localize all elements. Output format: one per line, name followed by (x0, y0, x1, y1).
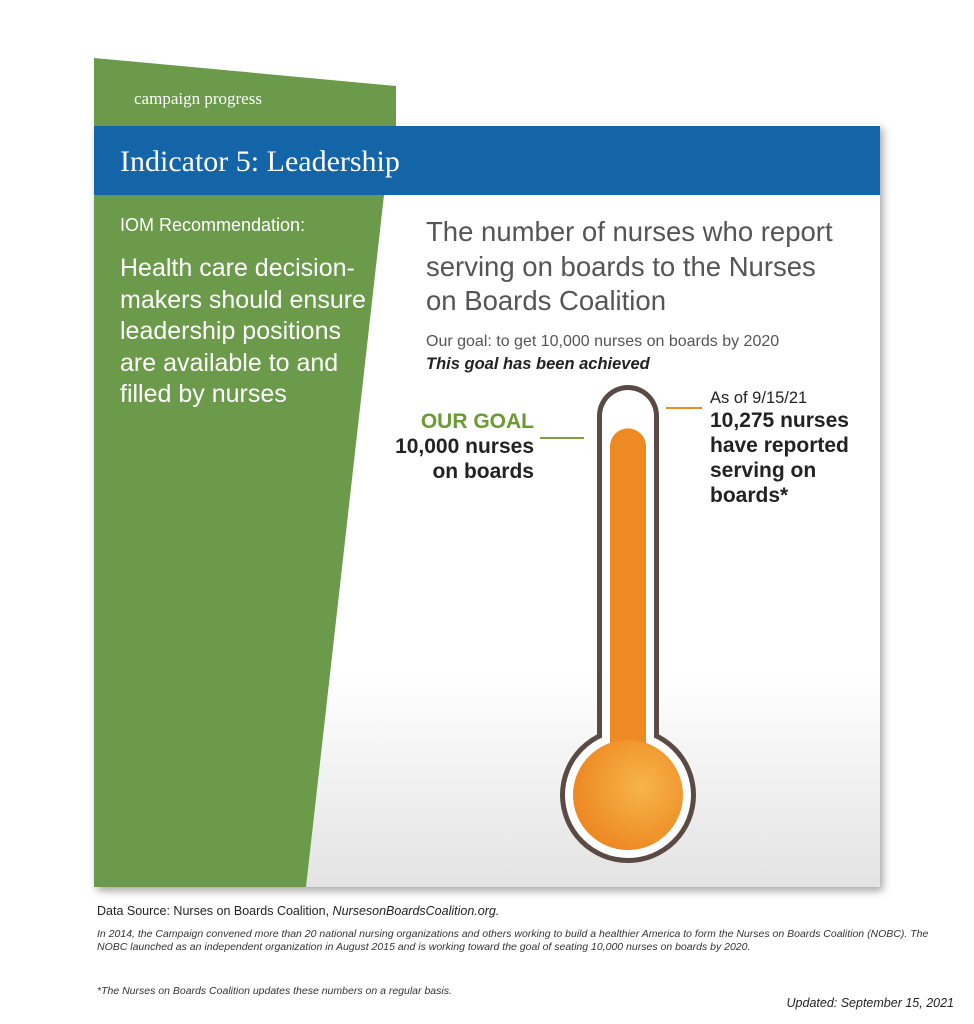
background-note: In 2014, the Campaign convened more than 20 national nursing organizations and others working to build a healthier America to form the Nurses on Boards Coalition (NOBC). The NOBC launched as an independent organization in August 2015 and is working toward the goal of seating 10,000 nurses on boards by 2020. (97, 928, 929, 953)
goal-statement: Our goal: to get 10,000 nurses on boards by 2020 (426, 333, 780, 350)
chart-headline: The number of nurses who report serving on boards to the Nurses on Boards Coalition (426, 216, 833, 316)
footnote: *The Nurses on Boards Coalition updates these numbers on a regular basis. (97, 985, 452, 997)
achievement-note: This goal has been achieved (426, 355, 650, 373)
thermometer-bulb-fill (573, 740, 683, 850)
data-source-site: NursesonBoardsCoalition.org. (332, 904, 500, 918)
status-value-line3: serving on (710, 459, 817, 482)
status-value-line1: 10,275 nurses (710, 409, 849, 432)
thermometer-fill-bar (610, 428, 646, 787)
iom-recommendation-label: IOM Recommendation: (120, 215, 306, 235)
iom-recommendation-text: Health care decision-makers should ensure leadership positions are available to and filled by nurses (120, 254, 366, 408)
campaign-progress-label: campaign progress (134, 89, 262, 108)
status-label-block (710, 388, 870, 508)
status-value-line4: boards* (710, 484, 789, 507)
status-date: As of 9/15/21 (710, 389, 808, 407)
indicator-title: Indicator 5: Leadership (120, 145, 400, 178)
status-value-line2: have reported (710, 434, 849, 457)
goal-label-block (354, 409, 534, 484)
goal-value-line2: on boards (432, 460, 534, 483)
goal-value-line1: 10,000 nurses (395, 435, 534, 458)
goal-title: OUR GOAL (420, 410, 534, 433)
updated-date: Updated: September 15, 2021 (786, 996, 954, 1010)
data-source (97, 904, 499, 918)
data-source-prefix: Data Source: Nurses on Boards Coalition, (97, 904, 333, 918)
